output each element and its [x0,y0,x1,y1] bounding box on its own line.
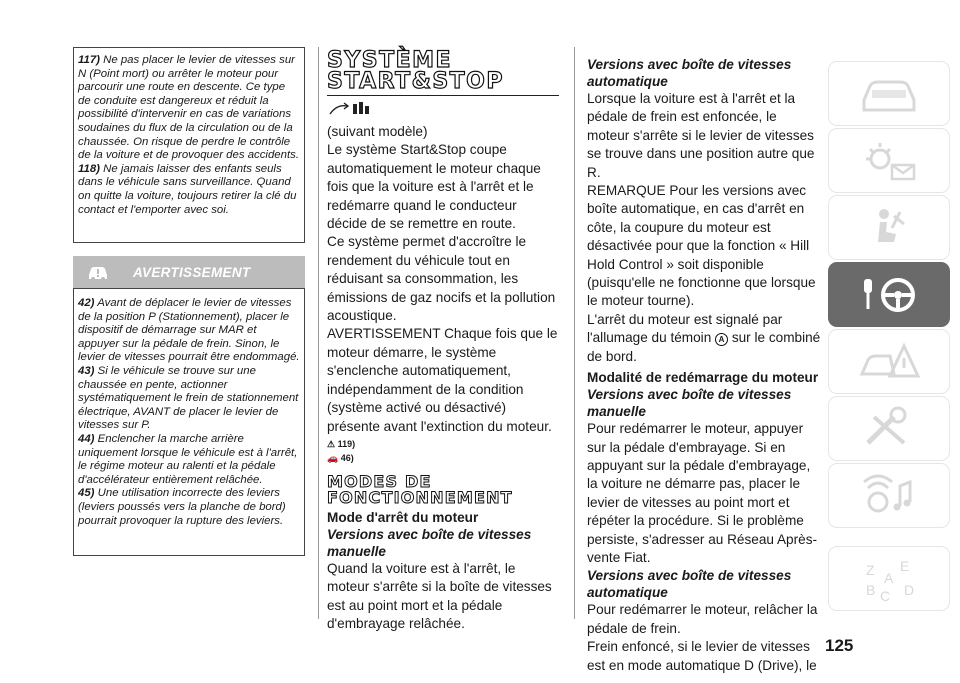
tab-safety[interactable] [828,195,950,260]
tab-emergency[interactable] [828,329,950,394]
section-title-line2: START&STOP [327,69,504,94]
tab-maintenance[interactable] [828,396,950,461]
svg-text:D: D [904,581,915,598]
warning-item-45: 45) Une utilisation incorrecte des leviers (leviers poussés vers la planche de bord) pourrait provoquer la rupture des leviers. [78,487,286,527]
paragraph: Quand la voiture est à l'arrêt, le moteur s'arrête si la boîte de vitesses est au point mort et la pédale d'embrayage relâchée. [327,560,552,632]
page-number: 125 [825,636,854,655]
paragraph: Lorsque la voiture est à l'arrêt et la pédale de frein est enfoncée, le moteur s'arrête si le levier de vitesses se trouve dans une position autre que R. [587,91,815,180]
warning-header [73,256,305,288]
svg-text:E: E [900,557,910,574]
column-divider [574,47,575,619]
warning-triangle-icon: ⚠ [327,438,336,449]
tab-multimedia[interactable] [828,463,950,528]
key-steering-wheel-icon [854,269,924,321]
svg-text:C: C [880,587,891,604]
car-warning-small-icon: 🚗 [327,452,339,463]
paragraph: AVERTISSEMENT Chaque fois que le moteur démarre, le système s'enclenche automatiquement, indépendamment de la condition (système activé ou désactivé) présente avant l'extinction du moteur. [327,326,558,434]
svg-text:Z: Z [866,561,875,578]
car-warning-icon [86,261,110,283]
alphabet-index-icon [854,553,924,605]
tab-index[interactable] [828,546,950,611]
auto-stop-indicator-icon: A [715,333,728,346]
paragraph: Frein enfoncé, si le levier de vitesses est en mode automatique D (Drive), le [587,639,817,673]
column-divider [318,47,319,619]
lights-mail-icon [854,135,924,187]
subheading: Mode d'arrêt du moteur [327,509,479,525]
paragraph: L'arrêt du moteur est signalé par l'allumage du témoin A sur le combiné de bord. [587,311,821,364]
column-start-stop [327,50,559,634]
media-audio-icon [854,470,924,522]
svg-text:A: A [884,569,894,586]
start-stop-symbol-icon [327,100,373,118]
subheading-italic: Versions avec boîte de vitesses manuelle [327,526,532,559]
car-dashboard-icon [854,68,924,120]
subheading-italic: Versions avec boîte de vitesses manuelle [587,387,792,420]
warning-item-44: 44) Enclencher la marche arrière uniquement lorsque le véhicule est à l'arrêt, le régime moteur au ralenti et la pédale d'accélérateur entièrement relâchée. [78,432,298,486]
tab-starting-driving[interactable] [828,262,950,327]
paragraph: Le système Start&Stop coupe automatiquement le moteur chaque fois que la voiture est à l'arrêt et le redémarre quand le conducteur décide de se remettre en route. [327,142,541,232]
service-tools-icon [854,403,924,455]
paragraph: Pour redémarrer le moteur, relâcher la pédale de frein. [587,602,818,636]
section-title-line1: SYSTÈME [327,48,453,73]
car-warning-icon [854,336,924,388]
tab-lights[interactable] [828,128,950,193]
title-rule [327,95,559,96]
column-automatic [587,56,822,675]
paragraph: REMARQUE Pour les versions avec boîte automatique, en cas d'arrêt en côte, la coupure du moteur est désactivée pour que la fonction « Hill Hold Control » soit disponible (puisqu'elle ne fonctionne que lorsque le moteur tourne). [587,183,816,309]
tab-dashboard[interactable] [828,61,950,126]
reference-note: ⚠ 119) [327,438,356,449]
svg-text:B: B [866,581,876,598]
paragraph: Pour redémarrer le moteur, appuyer sur la pédale d'embrayage. Si en appuyant sur la pédale d'embrayage, la voiture ne démarre pas, placer le levier de vitesses au point mort et répéter la procédure. Si le problème persiste, s'adresser au Réseau Après-vente Fiat. [587,421,818,565]
note-117: 117) Ne pas placer le levier de vitesses sur N (Point mort) ou arrêter le moteur pour parcourir une route en descente. Ce type de conduite est dangereux et réduit la possibilité d'intervenir en cas de variations soudaines du flux de la circulation ou de la chaussée. On risque de perdre le contrôle de la voiture et de provoquer des accidents. [78,54,299,162]
warning-title: AVERTISSEMENT [133,264,251,280]
modes-title-line2: FONCTIONNEMENT [327,487,513,507]
airbag-seat-icon [854,202,924,254]
warning-body [73,288,305,556]
modes-title-line1: MODES DE [327,471,432,491]
reference-warning: 🚗 46) [327,452,354,463]
subheading-italic: Versions avec boîte de vitesses automatique [587,57,792,89]
subheading-italic: Versions avec boîte de vitesses automatique [587,568,792,601]
subheading: Modalité de redémarrage du moteur [587,370,819,386]
warning-item-43: 43) Si le véhicule se trouve sur une chaussée en pente, actionner systématiquement le frein de stationnement électrique, AVANT de placer le levier de vitesses sur P. [78,364,299,432]
notes-box [73,47,305,243]
note-118: 118) Ne jamais laisser des enfants seuls dans le véhicule sans surveillance. Quand on quitte la voiture, toujours retirer la clé du contact et l'emporter avec soi. [78,162,297,216]
paragraph: Ce système permet d'accroître le rendement du véhicule tout en réduisant sa consommation, les émissions de gaz nocifs et la pollution acoustique. [327,234,556,324]
variant-note: (suivant modèle) [327,124,428,139]
warning-item-42: 42) Avant de déplacer le levier de vitesses de la position P (Stationnement), placer le dispositif de démarrage sur MAR et appuyer sur la pédale de frein. Sinon, le levier de vitesses pourrait être endommagé. [78,297,300,364]
